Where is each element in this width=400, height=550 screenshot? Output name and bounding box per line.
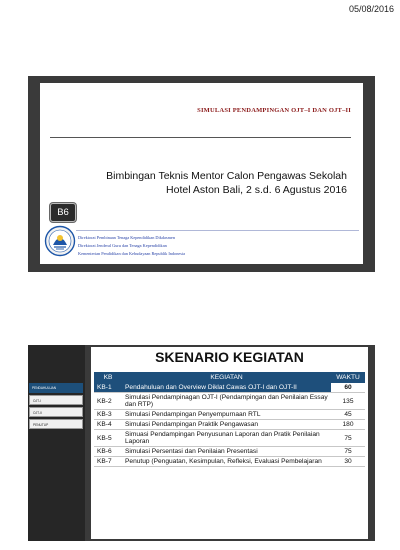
row-waktu: 75	[331, 430, 365, 447]
slide-1	[28, 76, 375, 272]
slide-1-title: SIMULASI PENDAMPINGAN OJT–I DAN OJT–II	[197, 107, 351, 114]
event-venue-date: Hotel Aston Bali, 2 s.d. 6 Agustus 2016	[166, 184, 347, 196]
tut-wuri-handayani-logo-icon	[44, 225, 76, 257]
row-kb: KB-4	[94, 420, 122, 430]
slide-1-content	[40, 83, 363, 264]
title-divider	[50, 137, 351, 138]
column-header-kb: KB	[94, 372, 122, 383]
table-row	[94, 420, 365, 430]
row-kb: KB-1	[94, 383, 122, 393]
schedule-table	[94, 372, 365, 467]
slide-2-title: SKENARIO KEGIATAN	[155, 349, 304, 365]
row-waktu: 75	[331, 447, 365, 457]
sidebar-item-pendahuluan[interactable]: PENDAHULUAN	[29, 383, 83, 393]
row-kegiatan: Penutup (Penguatan, Kesimpulan, Refleksi, Evaluasi Pembelajaran	[122, 457, 331, 467]
row-kb: KB-3	[94, 410, 122, 420]
row-kb: KB-5	[94, 430, 122, 447]
row-kegiatan: Pendahuluan dan Overview Diklat Cawas OJT-I dan OJT-II	[122, 383, 331, 393]
table-row	[94, 393, 365, 410]
row-kb: KB-7	[94, 457, 122, 467]
sidebar-item-ojt-ii[interactable]: OJT-II	[29, 407, 83, 417]
column-header-kegiatan: KEGIATAN	[122, 372, 331, 383]
table-row	[94, 457, 365, 467]
sidebar-item-ojt-i[interactable]: OJT-I	[29, 395, 83, 405]
row-waktu: 180	[331, 420, 365, 430]
org-line-1: Direktorat Pembinaan Tenaga Kependidikan Dikdasmen	[78, 235, 175, 240]
row-kb: KB-2	[94, 393, 122, 410]
sidebar-item-penutup[interactable]: PENUTUP	[29, 419, 83, 429]
row-kegiatan: Simulasi Pendampinagan OJT-I (Pendampingan dan Penilaian Essay dan RTP)	[122, 393, 331, 410]
slide-2	[28, 345, 375, 541]
row-kegiatan: Simuasi Pendampingan Penyusunan Laporan dan Pratik Penilaian Laporan	[122, 430, 331, 447]
table-row	[94, 447, 365, 457]
row-kb: KB-6	[94, 447, 122, 457]
table-row	[94, 410, 365, 420]
sidebar-nav	[28, 345, 85, 541]
org-line-2: Direktorat Jenderal Guru dan Tenaga Kependidikan	[78, 243, 167, 248]
table-row	[94, 383, 365, 393]
row-waktu: 45	[331, 410, 365, 420]
org-line-3: Kementerian Pendidikan dan Kebudayaan Republik Indonesia	[78, 251, 186, 256]
row-kegiatan: Simulasi Persentasi dan Penilaian Presentasi	[122, 447, 331, 457]
event-title: Bimbingan Teknis Mentor Calon Pengawas Sekolah	[106, 170, 347, 182]
row-kegiatan: Simulasi Pendampingan Penyempurnaan RTL	[122, 410, 331, 420]
row-waktu: 135	[331, 393, 365, 410]
table-row	[94, 430, 365, 447]
row-kegiatan: Simulasi Pendampingan Praktik Pengawasan	[122, 420, 331, 430]
schedule-panel	[91, 347, 368, 539]
page-date: 05/08/2016	[348, 4, 394, 14]
session-badge: B6	[50, 203, 76, 222]
row-waktu: 60	[331, 383, 365, 393]
row-waktu: 30	[331, 457, 365, 467]
column-header-waktu: WAKTU	[331, 372, 365, 383]
table-header-row	[94, 372, 365, 383]
